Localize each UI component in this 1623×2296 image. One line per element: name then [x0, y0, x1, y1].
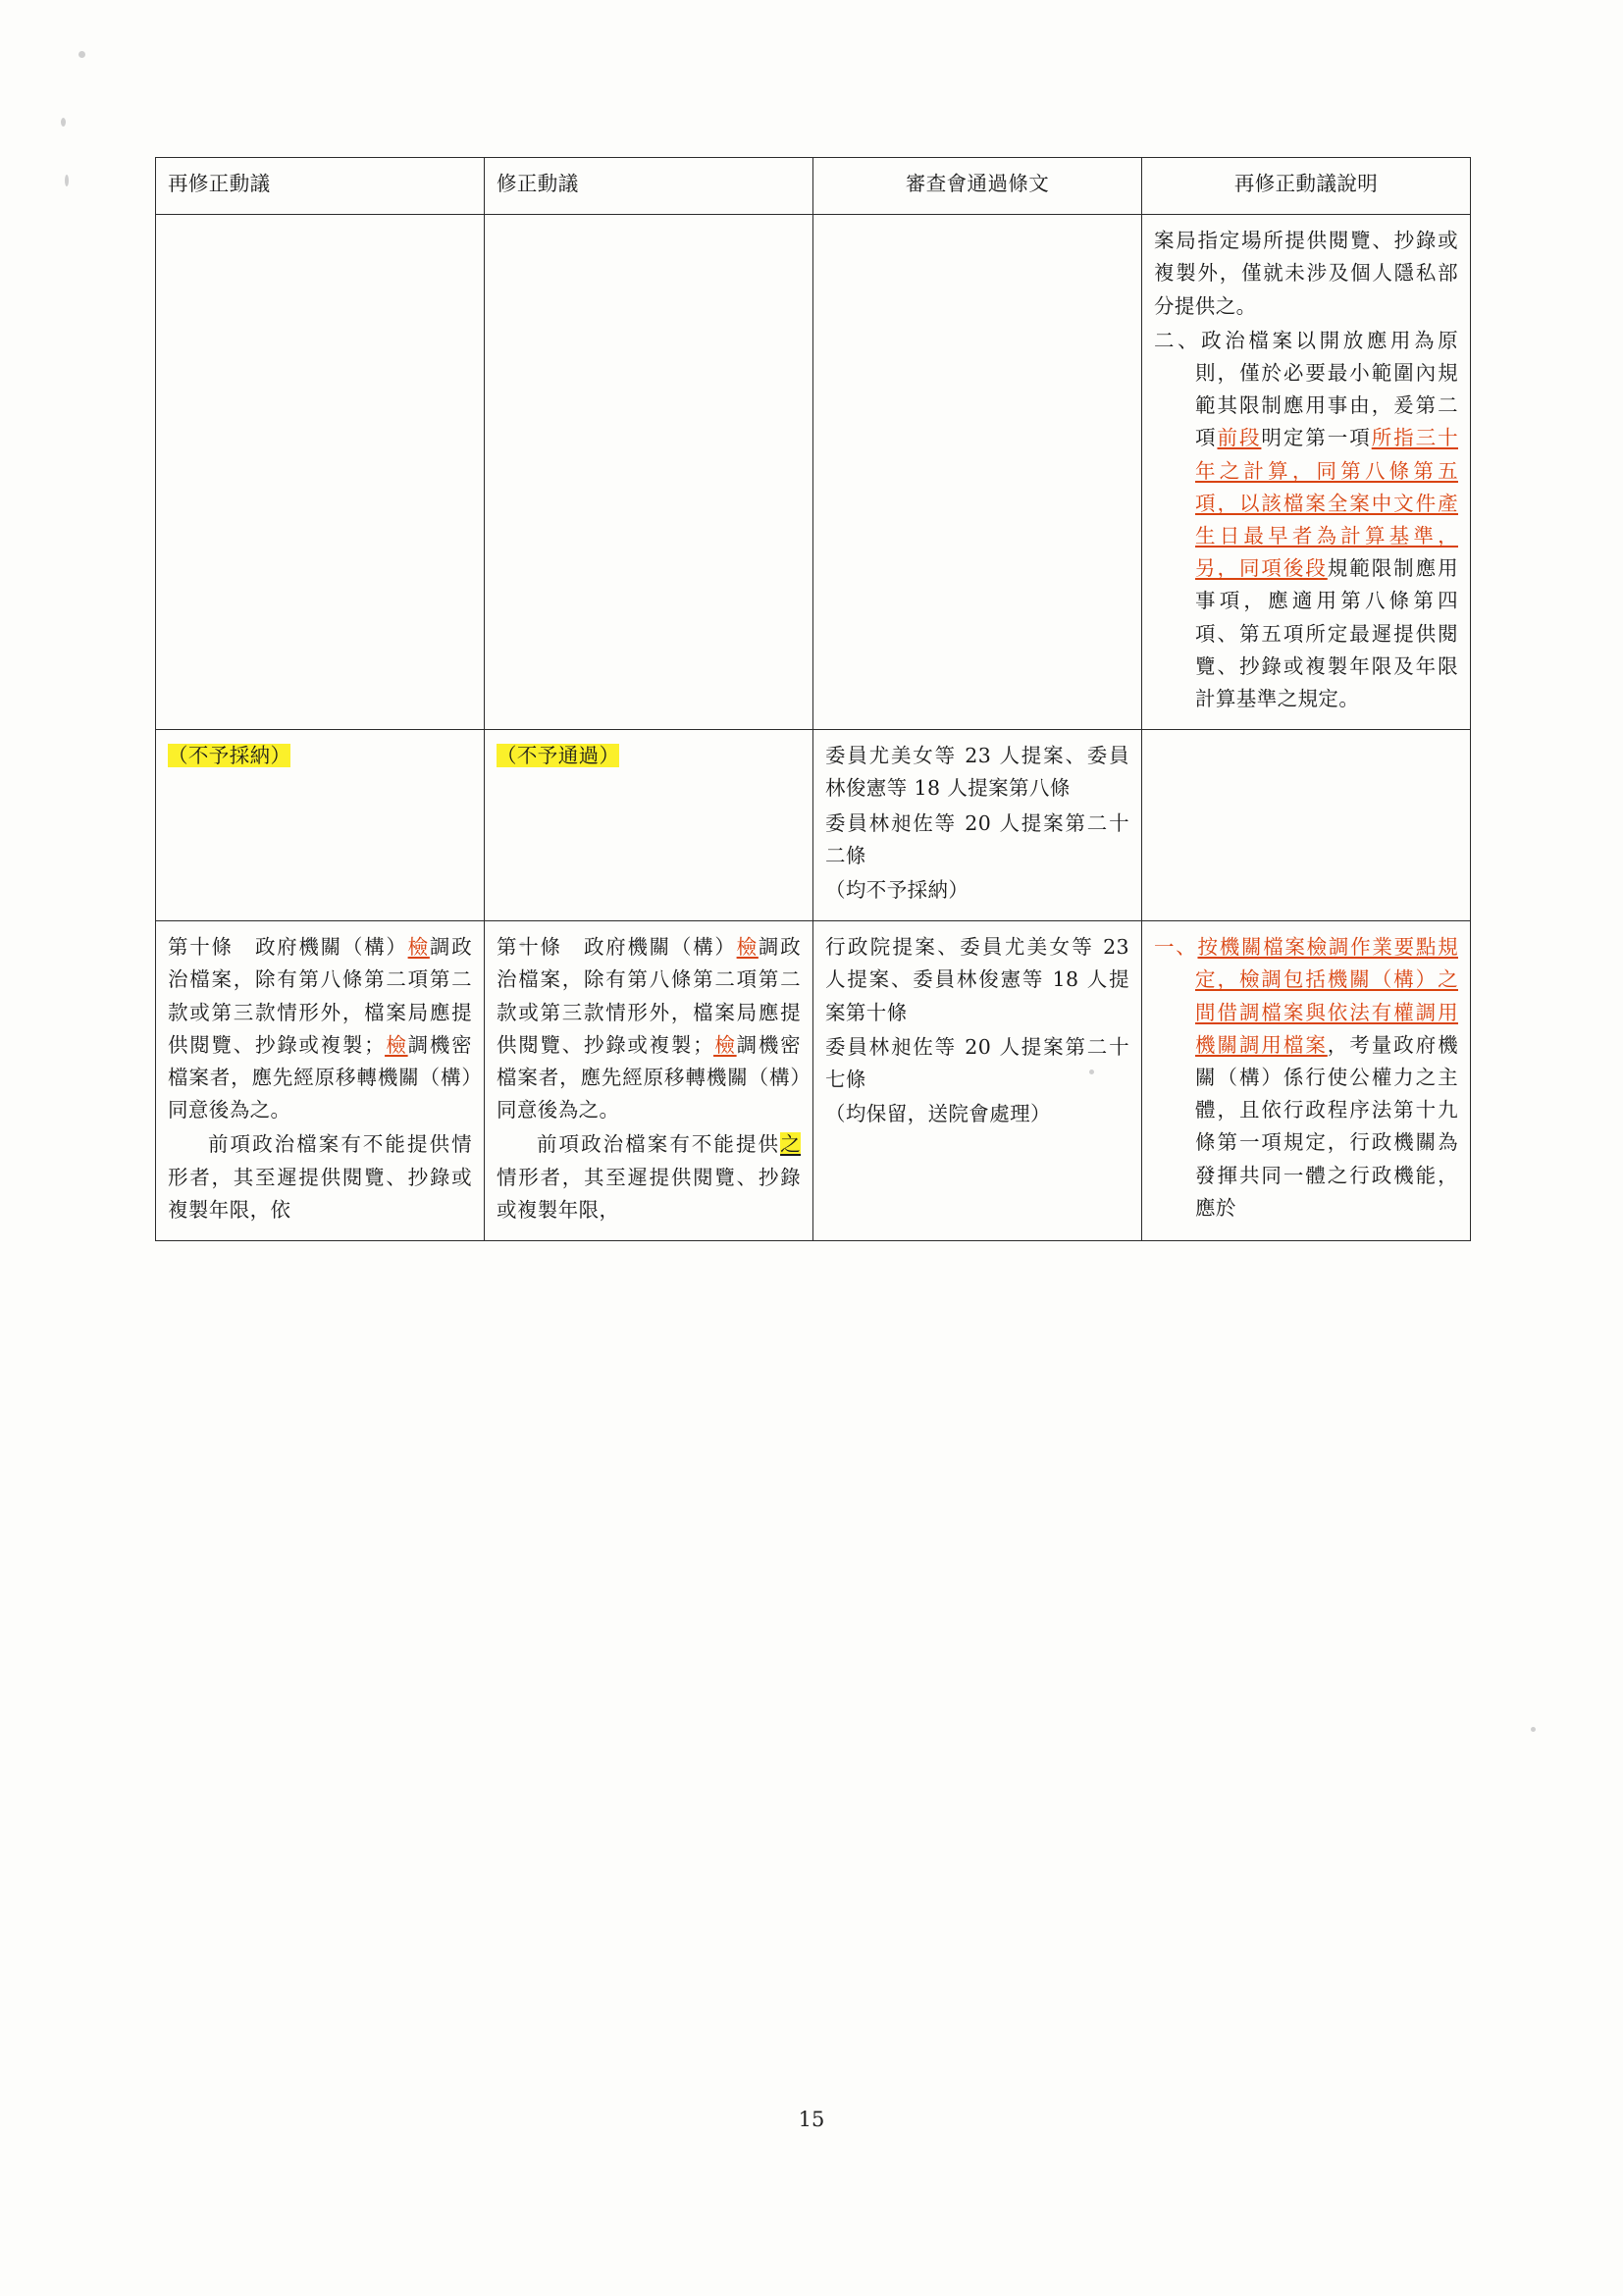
paragraph — [1154, 325, 1458, 715]
scan-speck — [65, 175, 69, 186]
text-run: （均不予採納） — [825, 878, 969, 903]
page-number: 15 — [798, 2108, 825, 2131]
text-run: 前項政治檔案有不能提供情形者，其至遲提供閱覽、抄錄或複製年限，依 — [168, 1132, 472, 1222]
column-header-review-passed-text: 審查會通過條文 — [813, 158, 1142, 215]
text-run: 第十條 政府機關（構） — [497, 935, 737, 960]
table-row — [156, 730, 1471, 921]
scan-speck — [79, 51, 85, 58]
text-run: 委員林昶佐等 20 人提案第二十七條 — [825, 1034, 1129, 1092]
scan-speck — [1531, 1727, 1536, 1732]
highlighted-text: （不予通過） — [497, 744, 620, 768]
paragraph — [1154, 225, 1458, 323]
highlighted-text: 之 — [780, 1132, 801, 1157]
cell-r1-c3 — [813, 215, 1142, 730]
text-run-emphasis: 檢 — [407, 935, 430, 960]
text-run: ，考量政府機關（構）係行使公權力之主體，且依行政程序法第十九條第一項規定，行政機關為發揮共同一體之行政機能，應於 — [1195, 1032, 1459, 1220]
text-run-emphasis: 檢 — [385, 1032, 408, 1057]
text-run: 調機密檔案者，應先經原移轉機關（構）同意後為之。 — [497, 1032, 802, 1122]
text-run: 第十條 政府機關（構） — [168, 935, 408, 960]
text-run: 二、政治檔案以開放應用為原則，僅於必要最小範圍內規範其限制應用事由，爰第二項 — [1154, 328, 1458, 450]
cell-r3-c2 — [485, 921, 813, 1241]
text-run-emphasis: 前段 — [1217, 426, 1262, 450]
text-run-emphasis: 按機關檔案檢調作業要點規定，檢調包括機關（構）之間借調檔案與依法有權調用機關調用檔案 — [1195, 935, 1458, 1057]
text-run: 委員尤美女等 23 人提案、委員林俊憲等 18 人提案第八條 — [825, 744, 1129, 801]
column-header-re-amendment-motion: 再修正動議 — [156, 158, 485, 215]
column-header-re-amendment-explanation: 再修正動議說明 — [1142, 158, 1471, 215]
cell-r2-c2 — [485, 730, 813, 921]
text-run: 調政治檔案，除有第八條第二項第二款或第三款情形外，檔案局應提供閱覽、抄錄或複製； — [168, 935, 472, 1057]
paragraph — [825, 874, 1129, 907]
cell-r3-c1 — [156, 921, 485, 1241]
text-run: 案局指定場所提供閱覽、抄錄或複製外，僅就未涉及個人隱私部分提供之。 — [1154, 229, 1458, 318]
paragraph — [168, 740, 472, 772]
text-run: 行政院提案、委員尤美女等 23 人提案、委員林俊憲等 18 人提案第十條 — [825, 935, 1129, 1024]
cell-r3-c3 — [813, 921, 1142, 1241]
table-header-row — [156, 158, 1471, 215]
cell-r2-c1 — [156, 730, 485, 921]
cell-r1-c2 — [485, 215, 813, 730]
highlighted-text: （不予採納） — [168, 744, 291, 768]
text-run: 前項政治檔案有不能提供 — [537, 1132, 781, 1157]
text-run-emphasis: 檢 — [736, 935, 759, 960]
paragraph — [825, 1098, 1129, 1130]
table-row — [156, 921, 1471, 1241]
cell-r3-c4 — [1142, 921, 1471, 1241]
table-row — [156, 215, 1471, 730]
cell-r1-c4 — [1142, 215, 1471, 730]
text-run: 委員林昶佐等 20 人提案第二十二條 — [825, 810, 1129, 867]
cell-r2-c3 — [813, 730, 1142, 921]
paragraph — [825, 740, 1129, 805]
paragraph — [168, 931, 472, 1126]
text-run: 調政治檔案，除有第八條第二項第二款或第三款情形外，檔案局應提供閱覽、抄錄或複製； — [497, 935, 801, 1057]
column-header-amendment-motion: 修正動議 — [485, 158, 813, 215]
paragraph — [497, 931, 801, 1126]
cell-r2-c4 — [1142, 730, 1471, 921]
paragraph — [1154, 931, 1458, 1225]
paragraph — [168, 1128, 472, 1226]
text-run: 調機密檔案者，應先經原移轉機關（構）同意後為之。 — [168, 1032, 473, 1122]
text-run: 明定第一項 — [1261, 426, 1372, 450]
paragraph — [497, 1128, 801, 1226]
text-run: 規範限制應用事項，應適用第八條第四項、第五項所定最遲提供閱覽、抄錄或複製年限及年限計算基準之規定。 — [1195, 556, 1459, 711]
paragraph — [825, 808, 1129, 872]
paragraph — [825, 931, 1129, 1029]
paragraph — [497, 740, 801, 772]
text-run: （均保留，送院會處理） — [825, 1102, 1051, 1126]
paragraph — [825, 1031, 1129, 1096]
text-run: 情形者，其至遲提供閱覽、抄錄或複製年限， — [497, 1165, 801, 1222]
cell-r1-c1 — [156, 215, 485, 730]
scan-speck — [61, 118, 66, 127]
text-run-emphasis: 所指三十年之計算，同第八條第五項，以該檔案全案中文件產生日最早者為計算基準，另，同項後段 — [1195, 426, 1458, 581]
comparison-table — [155, 157, 1471, 1241]
text-run-emphasis: 檢 — [713, 1032, 737, 1057]
text-run-emphasis: 一、 — [1154, 935, 1198, 960]
